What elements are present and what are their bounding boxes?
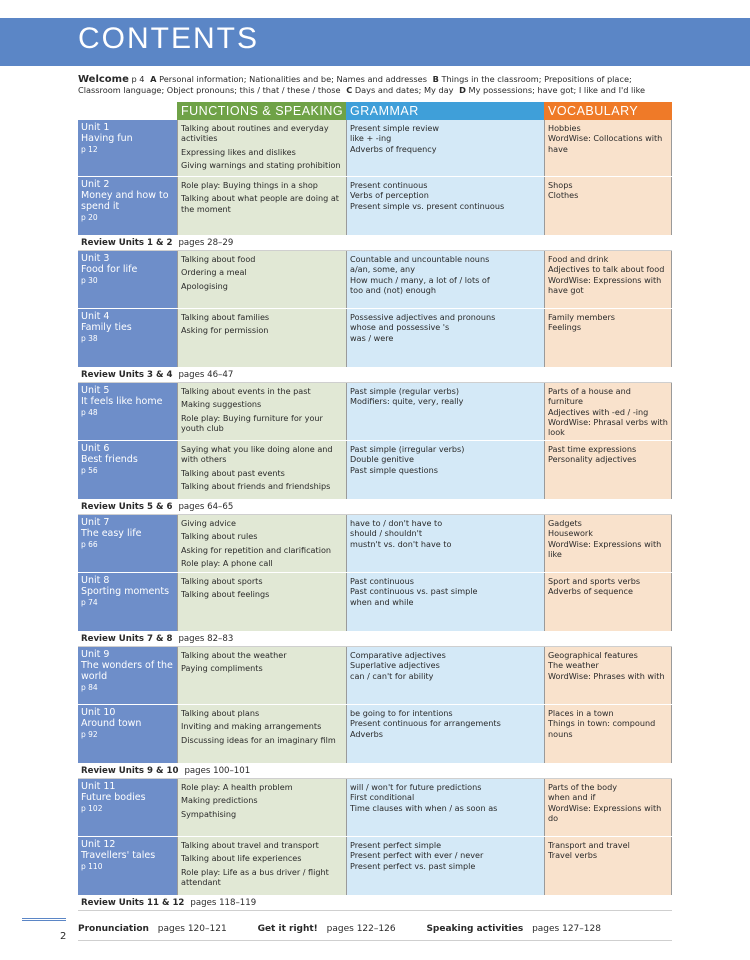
function-item: Talking about events in the past [181,386,311,396]
unit-title: Sporting moments [81,586,170,598]
grammar-item: too and (not) enough [350,284,437,295]
unit-row [78,441,672,500]
unit-title: It feels like home [81,396,163,408]
function-item: Making suggestions [181,399,262,410]
function-item: Talking about sports [181,576,263,586]
grammar-cell [346,647,544,704]
unit-cell [78,779,177,836]
page-number: 2 [60,931,67,942]
function-item: Paying compliments [181,663,263,674]
vocabulary-item: WordWise: Phrases with with [548,670,665,681]
grammar-item: How much / many, a lot of / lots of [350,274,490,285]
welcome-c-label: C [346,85,353,95]
function-item: Giving advice [181,518,236,528]
unit-row [78,515,672,573]
function-item: Talking about the weather [181,650,287,660]
functions-cell [177,251,346,308]
unit-row [78,705,672,764]
unit-cell [78,309,177,367]
review-pages: pages 64–65 [178,502,234,512]
functions-cell [177,177,346,235]
vocabulary-cell [544,120,672,176]
grammar-cell [346,177,544,235]
grammar-cell [346,779,544,836]
function-item: Role play: A phone call [181,557,273,568]
vocabulary-item: Sport and sports verbs [548,576,641,586]
review-label: Review Units 3 & 4 [81,370,173,380]
review-pages: pages 82–83 [178,634,234,644]
unit-cell [78,441,177,499]
unit-page: p 102 [81,804,103,814]
grammar-item: mustn't vs. don't have to [350,538,452,549]
grammar-item: was / were [350,332,394,343]
function-item: Talking about food [181,254,256,264]
unit-page: p 84 [81,683,98,693]
title-band [0,18,750,66]
header-functions: FUNCTIONS & SPEAKING [177,102,346,120]
grammar-cell [346,120,544,176]
unit-page: p 20 [81,213,98,223]
unit-row [78,177,672,236]
review-label: Review Units 5 & 6 [81,502,173,512]
grammar-item: when and while [350,596,414,607]
grammar-item: Double genitive [350,454,414,465]
function-item: Sympathising [181,808,237,819]
get-it-right-pages: pages 122–126 [326,924,396,934]
vocabulary-cell [544,177,672,235]
function-item: Role play: Buying things in a shop [181,180,318,190]
vocabulary-item: Parts of a house and furniture [548,386,631,407]
grammar-item: Verbs of perception [350,190,429,201]
function-item: Inviting and making arrangements [181,721,322,732]
welcome-label: Welcome [78,74,129,85]
unit-number: Unit 7 [81,517,110,528]
grammar-item: Time clauses with when / as soon as [350,802,498,813]
unit-page: p 110 [81,862,103,872]
unit-cell [78,177,177,235]
vocabulary-item: WordWise: Expressions with do [548,802,662,823]
review-row [78,500,672,515]
unit-title: Best friends [81,454,138,466]
grammar-item: Modifiers: quite, very, really [350,396,464,407]
function-item: Talking about friends and friendships [181,480,331,491]
unit-cell [78,251,177,308]
unit-number: Unit 4 [81,311,110,322]
grammar-cell [346,251,544,308]
vocabulary-item: when and if [548,792,596,803]
function-item: Talking about past events [181,467,285,478]
grammar-cell [346,309,544,367]
unit-number: Unit 8 [81,575,110,586]
function-item: Talking about life experiences [181,853,302,864]
grammar-item: Present simple review [350,123,439,133]
vocabulary-item: Things in town: compound nouns [548,718,656,739]
unit-page: p 48 [81,408,98,418]
unit-row [78,573,672,632]
unit-cell [78,515,177,572]
unit-number: Unit 3 [81,253,110,264]
grammar-cell [346,837,544,895]
welcome-page: p 4 [131,74,145,84]
unit-number: Unit 9 [81,649,110,660]
function-item: Giving warnings and stating prohibition [181,159,341,170]
function-item: Role play: A health problem [181,782,293,792]
review-row [78,368,672,383]
welcome-a-label: A [150,74,157,84]
page-title: CONTENTS [78,22,259,55]
unit-number: Unit 12 [81,839,116,850]
grammar-item: Past continuous vs. past simple [350,586,478,597]
grammar-item: Comparative adjectives [350,650,446,660]
review-row [78,764,672,779]
grammar-item: Present simple vs. present continuous [350,200,505,211]
grammar-item: will / won't for future predictions [350,782,482,792]
welcome-b-label: B [432,74,439,84]
vocabulary-item: Geographical features [548,650,638,660]
grammar-item: First conditional [350,792,415,803]
functions-cell [177,120,346,176]
unit-cell [78,647,177,704]
footer-rule [78,940,672,941]
grammar-item: should / shouldn't [350,528,423,539]
vocabulary-item: WordWise: Expressions with like [548,538,662,559]
grammar-item: Past simple (irregular verbs) [350,444,465,454]
unit-page: p 38 [81,334,98,344]
functions-cell [177,515,346,572]
vocabulary-item: WordWise: Collocations with have [548,133,663,154]
unit-title: Travellers' tales [81,850,156,862]
vocabulary-item: Hobbies [548,123,581,133]
functions-cell [177,573,346,631]
functions-cell [177,309,346,367]
welcome-a-text: Personal information; Nationalities and be; Names and addresses [159,74,427,84]
functions-cell [177,779,346,836]
unit-cell [78,573,177,631]
welcome-c-text: Days and dates; My day [354,85,454,95]
vocabulary-item: Housework [548,528,593,539]
vocabulary-cell [544,441,672,499]
review-row [78,236,672,251]
vocabulary-item: Places in a town [548,708,614,718]
grammar-item: Present perfect simple [350,840,442,850]
unit-title: Around town [81,718,142,730]
unit-row [78,837,672,896]
review-label: Review Units 9 & 10 [81,766,179,776]
vocabulary-cell [544,383,672,440]
vocabulary-cell [544,705,672,763]
grammar-cell [346,705,544,763]
vocabulary-item: Adverbs of sequence [548,586,633,597]
footer-links [78,924,607,934]
grammar-item: Possessive adjectives and pronouns [350,312,496,322]
grammar-item: Present continuous [350,180,428,190]
review-row [78,896,672,911]
vocabulary-item: Personality adjectives [548,454,637,465]
header-grammar: GRAMMAR [346,102,544,120]
function-item: Talking about travel and transport [181,840,319,850]
vocabulary-cell [544,647,672,704]
review-pages: pages 46–47 [178,370,234,380]
review-row [78,632,672,647]
function-item: Talking about routines and everyday activities [181,123,329,144]
unit-number: Unit 2 [81,179,110,190]
unit-number: Unit 5 [81,385,110,396]
grammar-item: Present perfect vs. past simple [350,860,476,871]
function-item: Discussing ideas for an imaginary film [181,734,336,745]
vocabulary-item: Gadgets [548,518,582,528]
welcome-b-text-2: Classroom language; Object pronouns; this / that / these / those [78,85,341,95]
welcome-d-label: D [459,85,466,95]
unit-title: Family ties [81,322,132,334]
grammar-item: Past simple questions [350,464,438,475]
unit-cell [78,120,177,176]
grammar-cell [346,383,544,440]
unit-title: The easy life [81,528,142,540]
review-label: Review Units 1 & 2 [81,238,173,248]
vocabulary-cell [544,309,672,367]
unit-row [78,779,672,837]
unit-page: p 74 [81,598,98,608]
welcome-d-text: My possessions; have got; I like and I'd like [468,85,646,95]
function-item: Making predictions [181,795,258,806]
pronunciation-pages: pages 120–121 [157,924,227,934]
speaking-activities-label: Speaking activities [426,924,524,934]
grammar-item: like + -ing [350,133,392,144]
review-label: Review Units 11 & 12 [81,898,185,908]
unit-row [78,120,672,177]
unit-cell [78,837,177,895]
grammar-item: Past simple (regular verbs) [350,386,460,396]
vocabulary-cell [544,515,672,572]
function-item: Talking about feelings [181,589,270,600]
welcome-section [78,74,678,96]
vocabulary-item: Feelings [548,322,582,333]
function-item: Talking about families [181,312,270,322]
grammar-item: Adverbs [350,728,383,739]
vocabulary-item: Travel verbs [548,850,598,861]
function-item: Asking for repetition and clarification [181,544,332,555]
welcome-b-text: Things in the classroom; Prepositions of place; [441,74,632,84]
unit-page: p 56 [81,466,98,476]
function-item: Expressing likes and dislikes [181,146,296,157]
unit-title: Future bodies [81,792,146,804]
unit-title: Food for life [81,264,138,276]
review-label: Review Units 7 & 8 [81,634,173,644]
vocabulary-cell [544,837,672,895]
unit-row [78,647,672,705]
functions-cell [177,647,346,704]
function-item: Asking for permission [181,325,269,336]
grammar-item: have to / don't have to [350,518,443,528]
grammar-item: a/an, some, any [350,264,415,275]
unit-cell [78,383,177,440]
function-item: Talking about plans [181,708,260,718]
grammar-item: Countable and uncountable nouns [350,254,490,264]
unit-number: Unit 6 [81,443,110,454]
vocabulary-item: The weather [548,660,599,671]
function-item: Ordering a meal [181,267,247,278]
grammar-item: Present perfect with ever / never [350,850,484,861]
unit-title: The wonders of the world [81,660,173,683]
grammar-cell [346,441,544,499]
review-pages: pages 100–101 [184,766,251,776]
functions-cell [177,705,346,763]
grammar-item: Present continuous for arrangements [350,718,501,729]
header-vocabulary: VOCABULARY [544,102,672,120]
get-it-right-label: Get it right! [257,924,318,934]
function-item: Talking about rules [181,531,258,542]
unit-title: Having fun [81,133,133,145]
functions-cell [177,383,346,440]
unit-row [78,383,672,441]
grammar-item: be going to for intentions [350,708,453,718]
vocabulary-item: Clothes [548,190,579,201]
function-item: Saying what you like doing alone and with others [181,444,333,465]
speaking-activities-pages: pages 127–128 [532,924,601,934]
vocabulary-item: Family members [548,312,616,322]
grammar-cell [346,515,544,572]
function-item: Talking about what people are doing at the moment [181,193,339,214]
unit-page: p 12 [81,145,98,155]
vocabulary-item: Shops [548,180,573,190]
review-pages: pages 28–29 [178,238,234,248]
vocabulary-item: Parts of the body [548,782,618,792]
unit-number: Unit 10 [81,707,116,718]
vocabulary-cell [544,251,672,308]
unit-number: Unit 1 [81,122,110,133]
table-body [78,120,672,911]
function-item: Role play: Buying furniture for your youth club [181,412,323,433]
grammar-item: whose and possessive 's [350,322,450,333]
unit-page: p 66 [81,540,98,550]
contents-table [78,102,672,911]
vocabulary-item: Adjectives with -ed / -ing [548,406,649,417]
functions-cell [177,837,346,895]
grammar-cell [346,573,544,631]
unit-cell [78,705,177,763]
unit-page: p 92 [81,730,98,740]
unit-number: Unit 11 [81,781,116,792]
function-item: Apologising [181,280,228,291]
vocabulary-cell [544,779,672,836]
header-spacer [78,102,177,120]
pronunciation-label: Pronunciation [78,924,149,934]
unit-row [78,251,672,309]
unit-row [78,309,672,368]
grammar-item: can / can't for ability [350,670,434,681]
page-rule [22,918,66,921]
functions-cell [177,441,346,499]
grammar-item: Adverbs of frequency [350,143,437,154]
vocabulary-item: Food and drink [548,254,609,264]
unit-title: Money and how to spend it [81,190,169,213]
grammar-item: Superlative adjectives [350,660,440,671]
vocabulary-item: Adjectives to talk about food [548,264,665,275]
review-pages: pages 118–119 [190,898,257,908]
vocabulary-item: WordWise: Expressions with have got [548,274,662,295]
vocabulary-item: WordWise: Phrasal verbs with look [548,416,668,438]
vocabulary-item: Past time expressions [548,444,637,454]
vocabulary-item: Transport and travel [548,840,630,850]
unit-page: p 30 [81,276,98,286]
vocabulary-cell [544,573,672,631]
function-item: Role play: Life as a bus driver / flight attendant [181,866,329,887]
grammar-item: Past continuous [350,576,414,586]
table-header [78,102,672,120]
